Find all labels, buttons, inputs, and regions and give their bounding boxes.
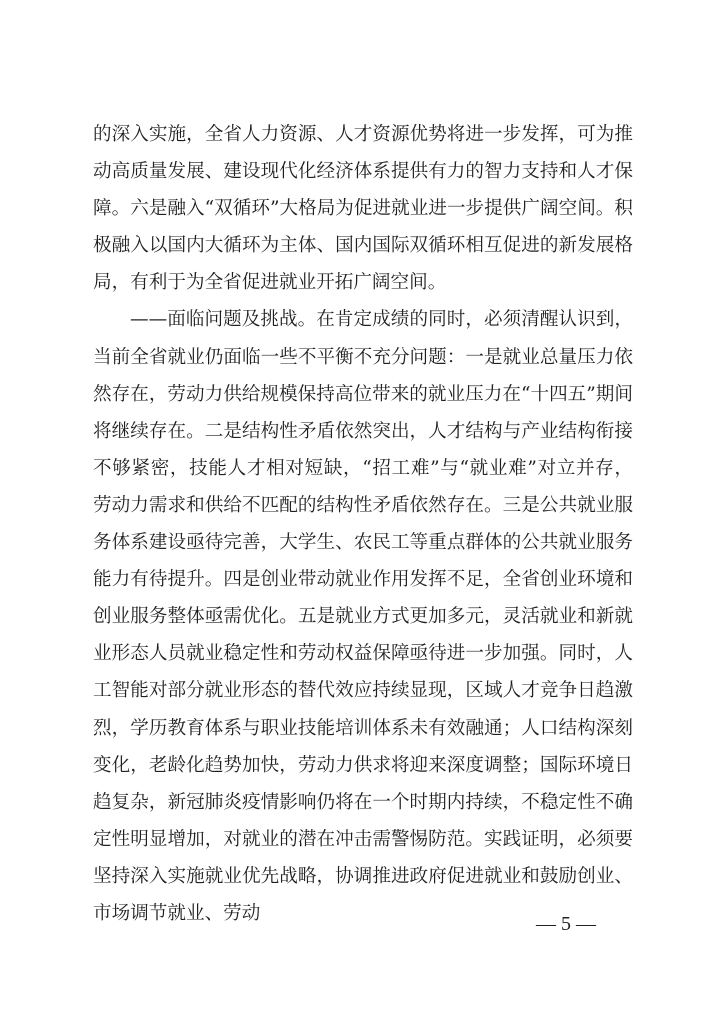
page-number: — 5 — — [536, 913, 596, 935]
paragraph-continuation: 的深入实施，全省人力资源、人才资源优势将进一步发挥，可为推动高质量发展、建设现代化经济体系提供有力的智力支持和人才保障。六是融入“双循环”大格局为促进就业进一步提供广阔空间。积极融入以国内大循环为主体、国内国际双循环相互促进的新发展格局，有利于为全省促进就业开拓广阔空间。 — [93, 124, 633, 294]
paragraph-challenges: ——面临问题及挑战。在肯定成绩的同时，必须清醒认识到，当前全省就业仍面临一些不平衡不充分问题：一是就业总量压力依然存在，劳动力供给规模保持高位带来的就业压力在“十四五”期间将继续存在。二是结构性矛盾依然突出，人才结构与产业结构衔接不够紧密，技能人才相对短缺，“招工难”与“就业难”对立并存，劳动力需求和供给不匹配的结构性矛盾依然存在。三是公共就业服务体系建设亟待完善，大学生、农民工等重点群体的公共就业服务能力有待提升。四是创业带动就业作用发挥不足，全省创业环境和创业服务整体亟需优化。五是就业方式更加多元，灵活就业和新就业形态人员就业稳定性和劳动权益保障亟待进一步加强。同时，人工智能对部分就业形态的替代效应持续显现，区域人才竞争日趋激烈，学历教育体系与职业技能培训体系未有效融通；人口结构深刻变化，老龄化趋势加快，劳动力供求将迎来深度调整；国际环境日趋复杂，新冠肺炎疫情影响仍将在一个时期内持续，不稳定性不确定性明显增加，对就业的潜在冲击需警惕防范。实践证明，必须要坚持深入实施就业优先战略，协调推进政府促进就业和鼓励创业、市场调节就业、劳动 — [93, 309, 633, 924]
body-text — [93, 116, 633, 932]
